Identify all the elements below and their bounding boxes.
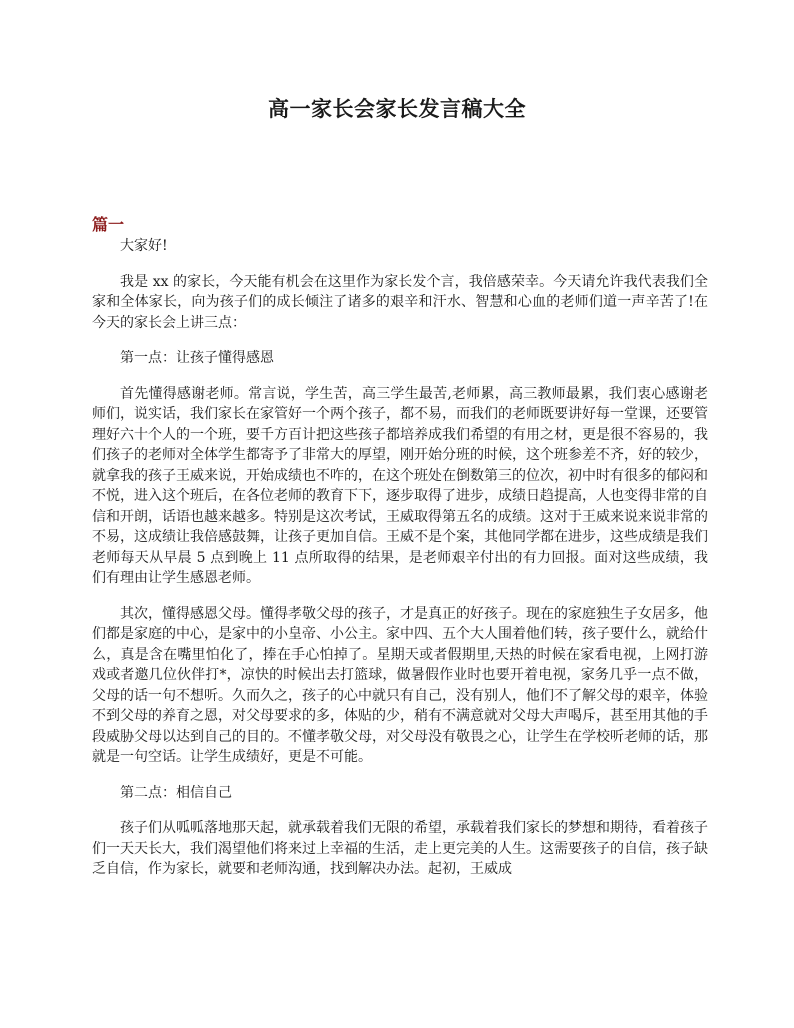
point-two-heading: 第二点：相信自己 bbox=[120, 784, 232, 801]
thank-teachers-paragraph: 首先懂得感谢老师。常言说，学生苦，高三学生最苦,老师累，高三教师最累，我们衷心感谢老师们，说实话，我们家长在家管好一个两个孩子，都不易，而我们的老师既要讲好每一堂课，还要管理好六十个人的一个班，要千方百计把这些孩子都培养成我们希望的有用之材，更是很不容易的，我们孩子的老师对全体学生都寄予了非常大的厚望，刚开始分班的时候，这个班参差不齐，好的较少，就拿我的孩子王威来说，开始成绩也不咋的，在这个班处在倒数第三的位次，初中时有很多的郁闷和不悦，进入这个班后，在各位老师的教育下下，逐步取得了进步，成绩日趋提高，人也变得非常的自信和开朗，话语也越来越多。特别是这次考试，王威取得第五名的成绩。这对于王威来说来说非常的不易，这成绩让我倍感鼓舞，让孩子更加自信。王威不是个案，其他同学都在进步，这些成绩是我们老师每天从早晨 5 点到晚上 11 点所取得的结果，是老师艰辛付出的有力回报。面对这些成绩，我们有理由让学生感恩老师。 bbox=[92, 385, 708, 586]
document-body bbox=[92, 236, 708, 895]
thank-parents-paragraph: 其次，懂得感恩父母。懂得孝敬父母的孩子，才是真正的好孩子。现在的家庭独生子女居多，他们都是家庭的中心，是家中的小皇帝、小公主。家中四、五个大人围着他们转，孩子要什么，就给什么，真是含在嘴里怕化了，捧在手心怕掉了。星期天或者假期里,天热的时候在家看电视，上网打游戏或者邀几位伙伴打*，凉快的时候出去打篮球，做暑假作业时也要开着电视，家务几乎一点不做，父母的话一句不想听。久而久之，孩子的心中就只有自己，没有别人，他们不了解父母的艰辛，体验不到父母的养育之恩，对父母要求的多，体贴的少，稍有不满意就对父母大声喝斥，甚至用其他的手段威胁父母以达到自己的目的。不懂孝敬父母，对父母没有敬畏之心，让学生在学校听老师的话，那就是一句空话。让学生成绩好，更是不可能。 bbox=[92, 605, 708, 765]
section-heading: 篇一 bbox=[92, 215, 125, 234]
greeting-paragraph: 大家好! bbox=[120, 238, 168, 254]
intro-paragraph: 我是 xx 的家长，今天能有机会在这里作为家长发个言，我倍感荣幸。今天请允许我代表我们全家和全体家长，向为孩子们的成长倾注了诸多的艰辛和汗水、智慧和心血的老师们道一声辛苦了!在今天的家长会上讲三点： bbox=[92, 273, 708, 331]
self-confidence-paragraph: 孩子们从呱呱落地那天起，就承载着我们无限的希望，承载着我们家长的梦想和期待，看着孩子们一天天长大，我们渴望他们将来过上幸福的生活，走上更完美的人生。这需要孩子的自信，孩子缺乏自信，作为家长，就要和老师沟通，找到解决办法。起初，王威成 bbox=[92, 820, 708, 877]
point-one-heading: 第一点：让孩子懂得感恩 bbox=[120, 350, 274, 366]
document-title: 高一家长会家长发言稿大全 bbox=[268, 96, 526, 121]
